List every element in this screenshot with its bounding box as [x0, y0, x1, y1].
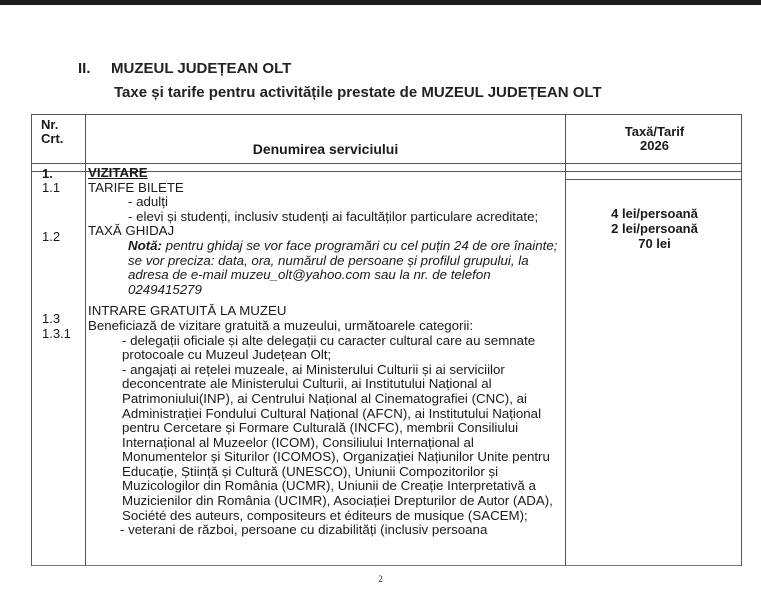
- column-divider: [85, 115, 86, 566]
- tarife-bilete-heading: TARIFE BILETE: [88, 179, 184, 195]
- header-nr-crt: Nr. Crt.: [41, 117, 64, 146]
- gratuity-intro: Beneficiază de vizitare gratuită a muzeului, următoarele categorii:: [88, 317, 474, 333]
- note-label: Notă:: [128, 237, 162, 253]
- vizitare-heading: VIZITARE: [88, 165, 148, 180]
- row-number: 1.2: [42, 229, 61, 244]
- row-number: 1.1: [42, 180, 61, 195]
- section-subtitle: Taxe și tarife pentru activitățile prestate de MUZEUL JUDEȚEAN OLT: [114, 84, 602, 101]
- table-cut-edge: [32, 565, 741, 566]
- note-text: pentru ghidaj se vor face programări cu cel puțin 24 de ore înainte; se vor preciza: data, ora, numărul de persoane și profilul grupului, la adresa de e-mail muzeu_olt@yahoo.com sau la nr. de telefon 0249415279: [128, 237, 558, 297]
- ghidaj-note: [88, 239, 562, 297]
- section-title: MUZEUL JUDEȚEAN OLT: [111, 60, 292, 77]
- intrare-gratuita-heading: INTRARE GRATUITĂ LA MUZEU: [88, 303, 287, 319]
- scan-top-edge: [0, 0, 761, 5]
- section-heading: [78, 60, 291, 77]
- section-number: II.: [78, 60, 91, 77]
- price-ghidaj: 70 lei: [638, 236, 671, 251]
- category-angajati: - angajați ai rețelei muzeale, ai Ministerului Culturii și ai serviciilor deconcentrate ale Ministerului Culturii, ai Institutului Național al Patrimoniului(INP), ai Centrului Național al Cinematografiei (CNC), ai Administrației Fondului Cultural Național (AFCN), ai Institutului Național pentru Cercetare și Formare Culturală (INCFC), membrii Consiliului Internațional al Muzeelor (ICOM), Consiliului Internațional al Monumentelor și Siturilor (ICOMOS), Organizației Națiunilor Unite pentru Educație, Știință și Cultură (UNESCO), Uniunii Compozitorilor și Muzicologilor din România (UCMR), Uniunii de Creație Interpretativă a Muzicienilor din România (UCIMR), Asociației Drepturilor de Autor (ADA), Société des auteurs, compositeurs et éditeurs de musique (SACEM);: [122, 361, 553, 523]
- category-elevi: - elevi și studenți, inclusiv studenți ai facultăților particulare acreditate;: [128, 208, 539, 224]
- category-adulti: - adulți: [128, 194, 168, 210]
- price-elevi: 2 lei/persoană: [611, 221, 698, 236]
- price-cell-divider: [565, 179, 741, 180]
- page-number: 2: [378, 574, 383, 584]
- row-number: 1.: [42, 166, 53, 181]
- category-delegatii: - delegații oficiale și alte delegații cu caracter cultural care au semnate protocoale cu Muzeul Județean Olt;: [122, 332, 536, 363]
- column-divider: [565, 115, 566, 566]
- header-denumire: Denumirea serviciului: [252, 141, 399, 157]
- header-divider: [32, 163, 741, 164]
- header-taxa-tarif: Taxă/Tarif 2026: [624, 124, 685, 153]
- category-veterani: - veterani de război, persoane cu dizabilități (inclusiv persoana: [120, 522, 488, 538]
- taxa-ghidaj-heading: TAXĂ GHIDAJ: [88, 223, 175, 239]
- row-number: 1.3: [42, 311, 61, 326]
- row-number: 1.3.1: [42, 326, 71, 341]
- tariff-table: [31, 114, 742, 566]
- service-description: [88, 166, 562, 538]
- price-adulti: 4 lei/persoană: [611, 206, 698, 221]
